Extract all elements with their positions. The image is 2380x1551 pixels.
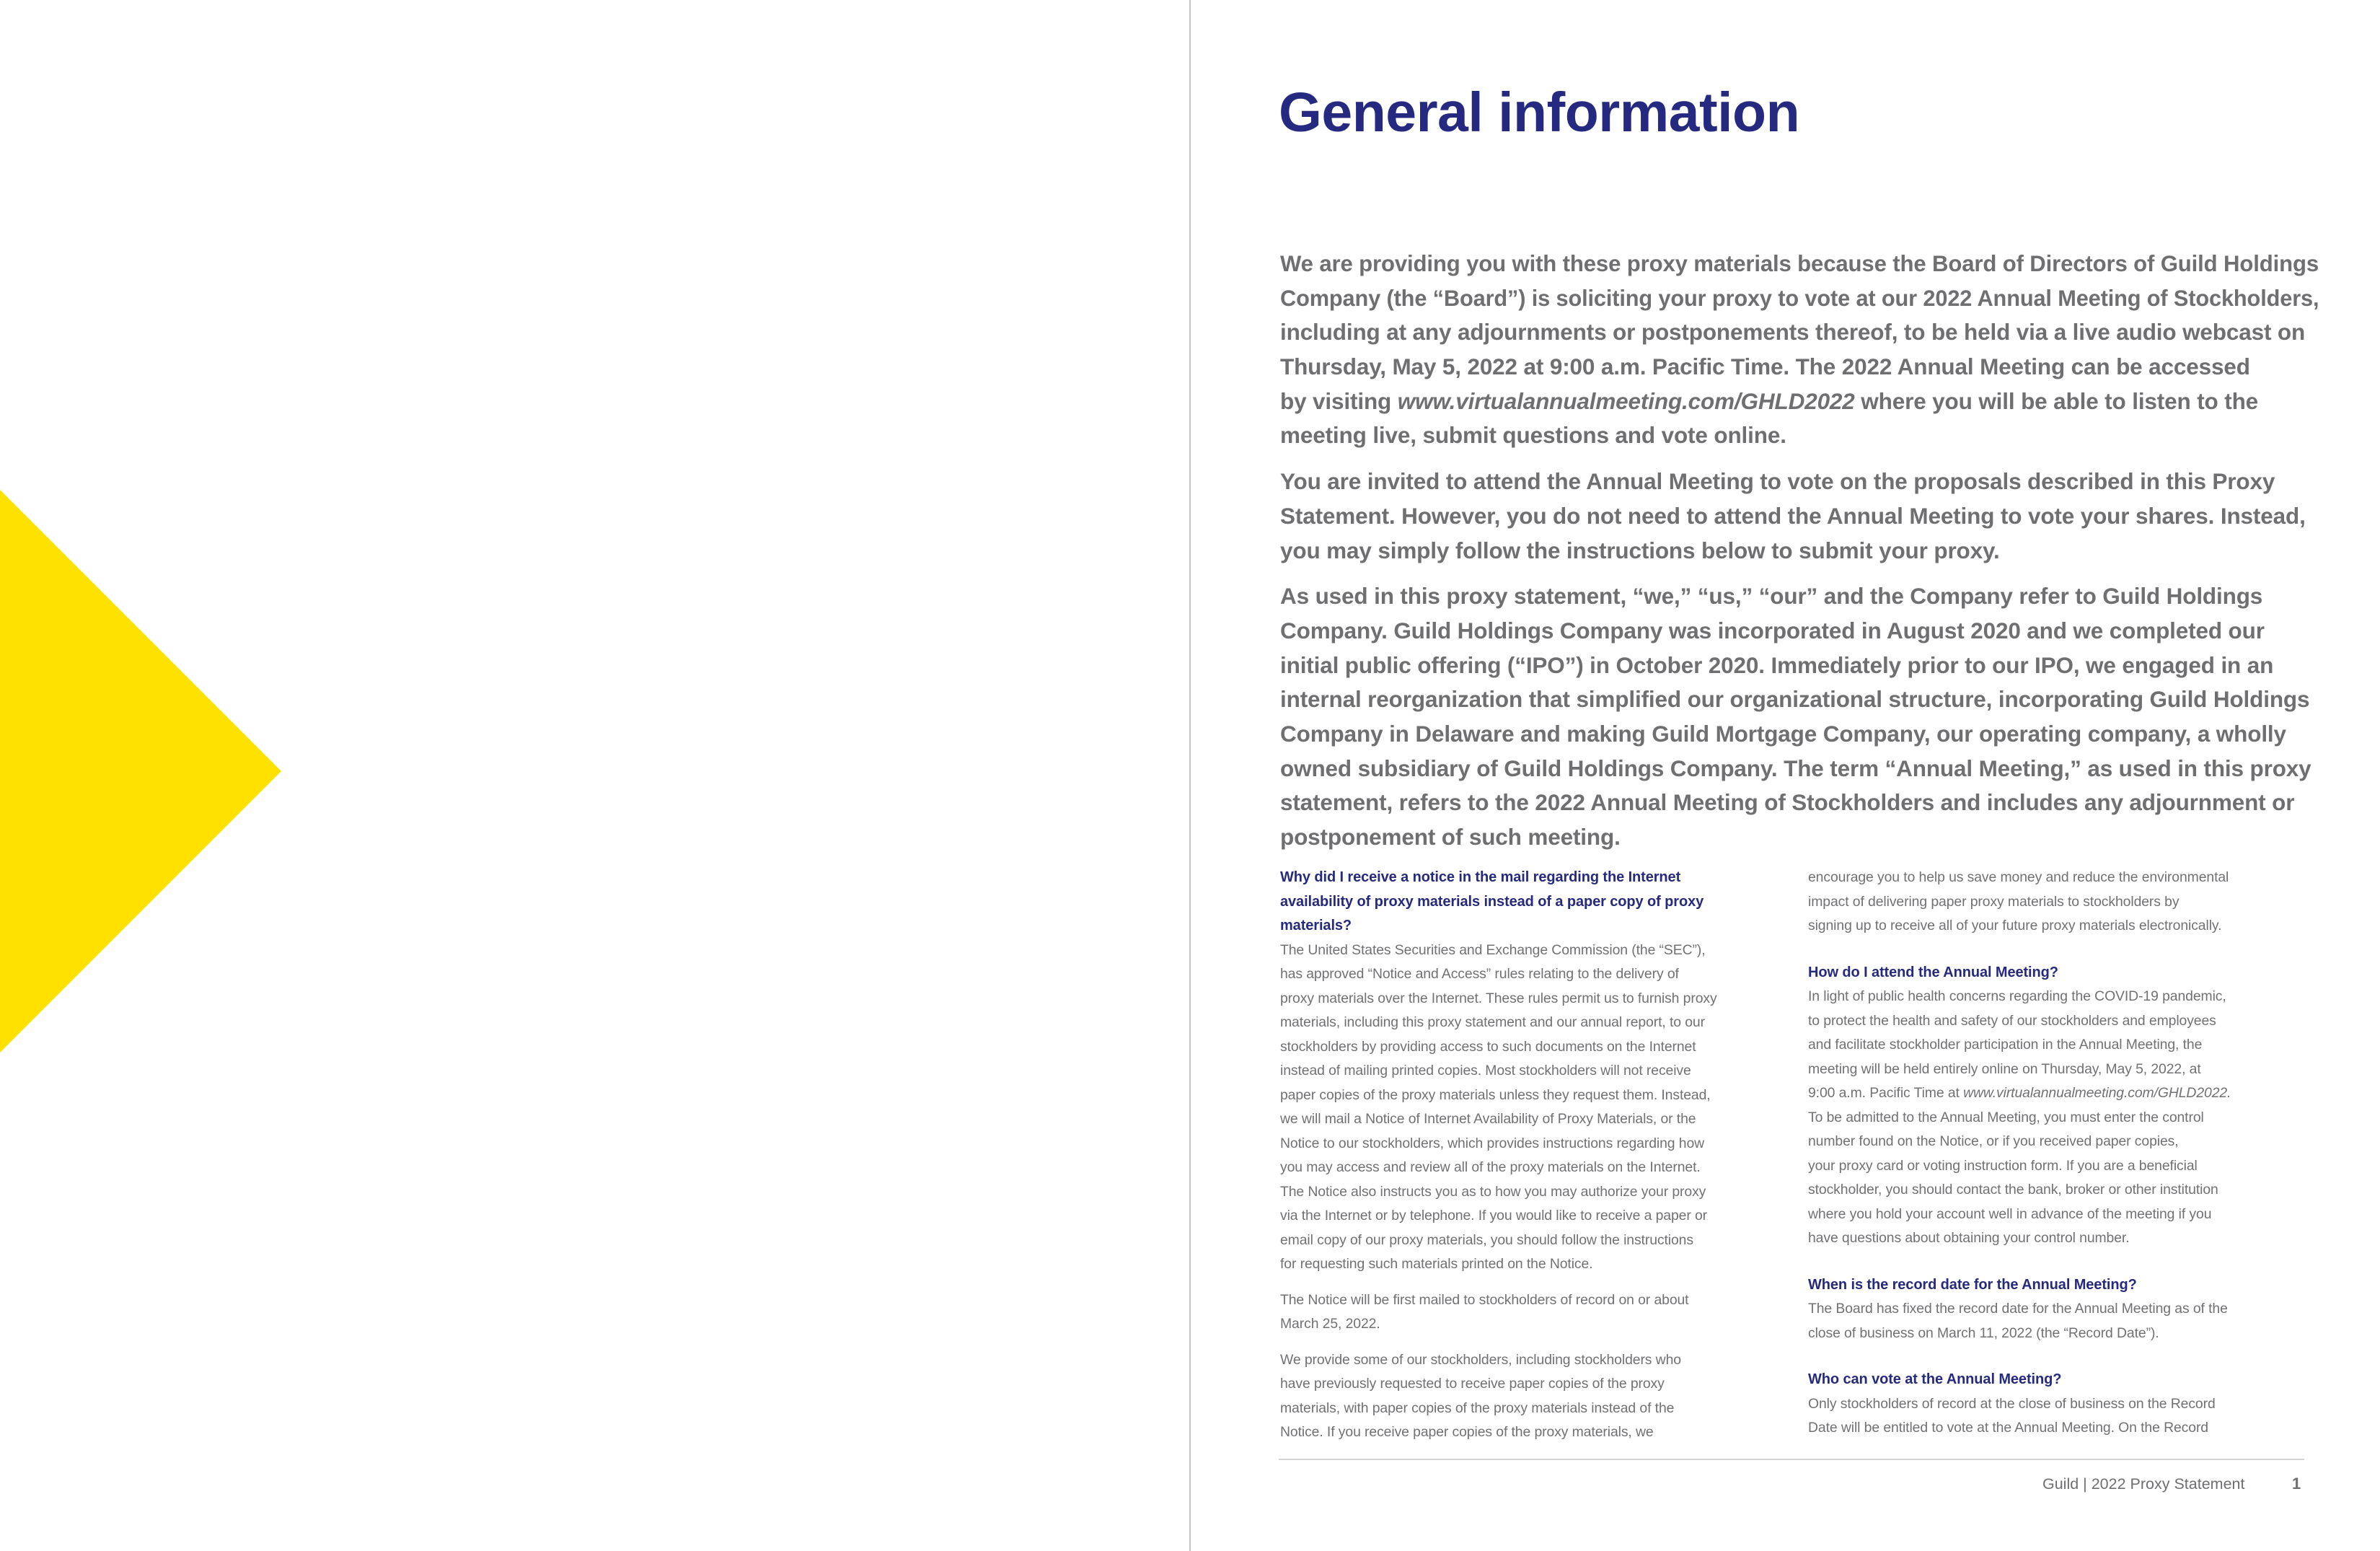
text-line: In light of public health concerns regarding the COVID-19 pandemic, [1808,988,2226,1004]
text-line: Only stockholders of record at the close of business on the Record [1808,1395,2216,1412]
faq-answer-paragraph [1808,1297,2313,1345]
text-line: The Notice also instructs you as to how you may authorize your proxy [1280,1183,1706,1200]
intro-section [1280,247,2319,866]
intro-paragraph-3 [1280,579,2319,855]
text-fragment: 9:00 a.m. Pacific Time at [1808,1085,1964,1101]
text-line: internal reorganization that simplified our organizational structure, incorporating Guild Holdings [1280,686,2310,713]
faq-question-attend [1808,961,2313,985]
text-line: encourage you to help us save money and reduce the environmental [1808,869,2229,885]
text-line: Statement. However, you do not need to attend the Annual Meeting to vote your shares. Instead, [1280,502,2306,529]
text-line: availability of proxy materials instead of a paper copy of proxy [1280,893,1704,910]
page-number: 1 [2292,1475,2301,1493]
text-line: to protect the health and safety of our stockholders and employees [1808,1012,2216,1029]
text-line: To be admitted to the Annual Meeting, you must enter the control [1808,1109,2204,1125]
faq-question-notice [1280,866,1785,939]
faq-column-right [1808,866,2313,1441]
section-spacer [1808,939,2313,961]
footer-divider [1279,1459,2304,1460]
text-line: meeting will be held entirely online on Thursday, May 5, 2022, at [1808,1060,2201,1077]
text-line: for requesting such materials printed on the Notice. [1280,1256,1593,1272]
text-line: we will mail a Notice of Internet Availability of Proxy Materials, or the [1280,1111,1696,1127]
text-line: When is the record date for the Annual Meeting? [1808,1276,2137,1293]
text-line: materials? [1280,918,1352,933]
text-line: has approved “Notice and Access” rules relating to the delivery of [1280,966,1679,982]
text-line: your proxy card or voting instruction form. If you are a beneficial [1808,1157,2198,1174]
text-line: materials, including this proxy statement and our annual report, to our [1280,1014,1705,1030]
faq-question-record-date [1808,1273,2313,1298]
text-line: paper copies of the proxy materials unless they request them. Instead, [1280,1086,1711,1103]
text-line: statement, refers to the 2022 Annual Meeting of Stockholders and includes any adjournment or [1280,789,2295,816]
text-line: Notice to our stockholders, which provides instructions regarding how [1280,1135,1705,1151]
text-line: stockholders by providing access to such documents on the Internet [1280,1038,1696,1055]
section-spacer [1808,1251,2313,1273]
text-line: Company in Delaware and making Guild Mortgage Company, our operating company, a wholly [1280,720,2286,747]
text-line: The Notice will be first mailed to stockholders of record on or about [1280,1291,1689,1308]
text-line: initial public offering (“IPO”) in October 2020. Immediately prior to our IPO, we engaged in an [1280,651,2274,678]
text-line: Why did I receive a notice in the mail regarding the Internet [1280,869,1681,885]
text-line: We provide some of our stockholders, including stockholders who [1280,1351,1681,1368]
text-line: signing up to receive all of your future proxy materials electronically. [1808,918,2222,933]
faq-answer-paragraph [1280,1348,1785,1445]
text-line: proxy materials over the Internet. These rules permit us to furnish proxy [1280,990,1717,1006]
faq-answer-paragraph [1808,985,2313,1251]
text-line: Notice. If you receive paper copies of the proxy materials, we [1280,1424,1654,1440]
text-line: you may access and review all of the proxy materials on the Internet. [1280,1159,1701,1175]
text-fragment: by visiting [1280,387,1398,414]
text-line: March 25, 2022. [1280,1316,1380,1332]
text-line: The Board has fixed the record date for the Annual Meeting as of the [1808,1301,2228,1317]
text-line: owned subsidiary of Guild Holdings Company. The term “Annual Meeting,” as used in this proxy [1280,755,2311,781]
text-line: stockholder, you should contact the bank, broker or other institution [1808,1182,2218,1198]
faq-answer-paragraph [1808,1392,2313,1441]
text-line: including at any adjournments or postponements thereof, to be held via a live audio webcast on [1280,319,2306,346]
text-line [1808,1081,2313,1106]
text-line: As used in this proxy statement, “we,” “us,” “our” and the Company refer to Guild Holdings [1280,583,2263,610]
intro-paragraph-1 [1280,247,2319,453]
footer-running-title: Guild | 2022 Proxy Statement [2042,1475,2245,1493]
text-line: Thursday, May 5, 2022 at 9:00 a.m. Pacific Time. The 2022 Annual Meeting can be accessed [1280,353,2250,380]
text-line: We are providing you with these proxy materials because the Board of Directors of Guild Holdings [1280,250,2319,276]
text-line: impact of delivering paper proxy materials to stockholders by [1808,893,2180,910]
text-line: Who can vote at the Annual Meeting? [1808,1371,2062,1387]
text-line: You are invited to attend the Annual Meeting to vote on the proposals described in this Proxy [1280,468,2275,495]
text-line: The United States Securities and Exchange Commission (the “SEC”), [1280,941,1706,958]
text-line: Company (the “Board”) is soliciting your proxy to vote at our 2022 Annual Meeting of Stockholders, [1280,284,2319,311]
paragraph-spacer [1280,1337,1785,1348]
text-line: meeting live, submit questions and vote online. [1280,422,1786,449]
yellow-triangle-shape [0,490,281,1053]
text-line: email copy of our proxy materials, you should follow the instructions [1280,1231,1693,1248]
text-line: Date will be entitled to vote at the Annual Meeting. On the Record [1808,1420,2208,1436]
text-line: postponement of such meeting. [1280,824,1621,850]
text-line [1280,385,2319,419]
text-line: How do I attend the Annual Meeting? [1808,964,2058,980]
faq-answer-paragraph [1280,939,1785,1277]
text-line: have questions about obtaining your control number. [1808,1230,2130,1246]
text-line: via the Internet or by telephone. If you would like to receive a paper or [1280,1208,1708,1223]
faq-column-left [1280,866,1785,1445]
section-spacer [1808,1345,2313,1368]
faq-answer-paragraph [1280,1288,1785,1337]
text-fragment: where you will be able to listen to the [1854,387,2259,414]
meeting-url-link[interactable]: www.virtualannualmeeting.com/GHLD2022 [1397,387,1855,414]
faq-answer-paragraph [1808,866,2313,939]
text-line: and facilitate stockholder participation in the Annual Meeting, the [1808,1037,2203,1053]
text-line: materials, with paper copies of the proxy materials instead of the [1280,1400,1675,1416]
text-line: where you hold your account well in advance of the meeting if you [1808,1205,2212,1222]
text-line: you may simply follow the instructions below to submit your proxy. [1280,537,2000,563]
faq-question-who-can-vote [1808,1368,2313,1392]
text-line: close of business on March 11, 2022 (the “Record Date”). [1808,1324,2159,1341]
page-title: General information [1279,82,1800,144]
meeting-url-link[interactable]: www.virtualannualmeeting.com/GHLD2022. [1963,1085,2231,1101]
text-line: Company. Guild Holdings Company was incorporated in August 2020 and we completed our [1280,617,2265,643]
text-line: instead of mailing printed copies. Most stockholders will not receive [1280,1063,1691,1078]
paragraph-spacer [1280,1277,1785,1288]
text-line: number found on the Notice, or if you received paper copies, [1808,1133,2179,1149]
intro-paragraph-2 [1280,465,2319,568]
text-line: have previously requested to receive paper copies of the proxy [1280,1376,1665,1392]
